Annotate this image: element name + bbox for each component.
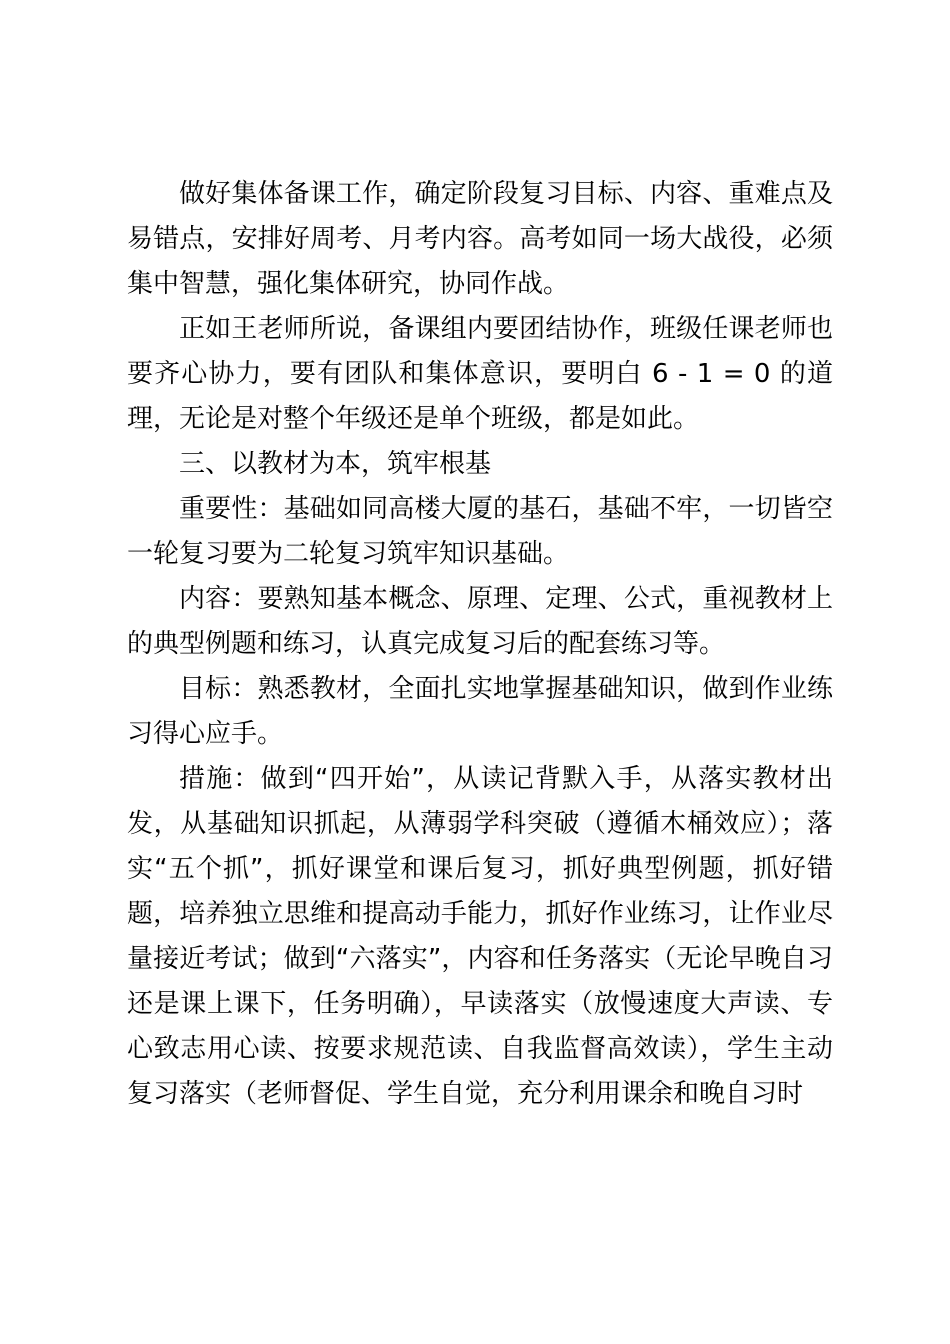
paragraph-content: 内容：要熟知基本概念、原理、定理、公式，重视教材上的典型例题和练习，认真完成复习后的配套练习等。 [127,584,833,659]
paragraph-goal: 目标：熟悉教材，全面扎实地掌握基础知识，做到作业练习得心应手。 [127,674,833,749]
paragraph-collective-lesson-prep: 做好集体备课工作，确定阶段复习目标、内容、重难点及易错点，安排好周考、月考内容。高考如同一场大战役，必须集中智慧，强化集体研究，协同作战。 [127,179,833,299]
document-body [127,172,833,1117]
section-heading-textbook-basis: 三、以教材为本，筑牢根基 [179,449,492,479]
paragraph-measures: 措施：做到“四开始”，从读记背默入手，从落实教材出发，从基础知识抓起，从薄弱学科突破（遵循木桶效应）；落实“五个抓”，抓好课堂和课后复习，抓好典型例题，抓好错题，培养独立思维和提高动手能力，抓好作业练习，让作业尽量接近考试；做到“六落实”，内容和任务落实（无论早晚自习还是课上课下，任务明确），早读落实（放慢速度大声读、专心致志用心读、按要求规范读、自我监督高效读），学生主动复习落实（老师督促、学生自觉，充分利用课余和晚自习时 [127,764,833,1109]
paragraph-teamwork: 正如王老师所说，备课组内要团结协作，班级任课老师也要齐心协力，要有团队和集体意识，要明白 6 - 1 = 0 的道理，无论是对整个年级还是单个班级，都是如此。 [127,314,833,434]
paragraph-importance: 重要性：基础如同高楼大厦的基石，基础不牢，一切皆空一轮复习要为二轮复习筑牢知识基础。 [127,494,833,569]
